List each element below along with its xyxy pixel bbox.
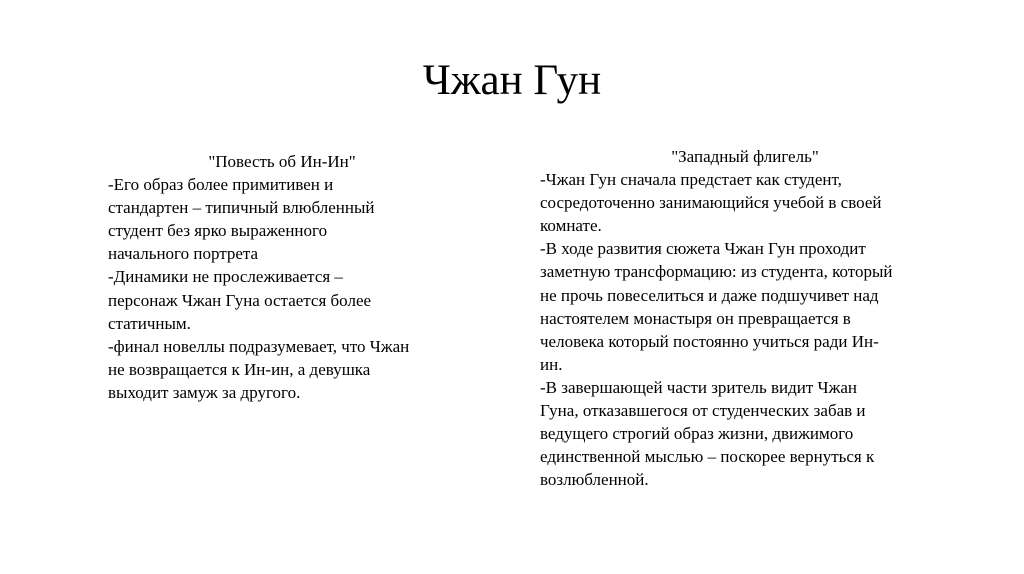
left-column-line: не возвращается к Ин-ин, а девушка	[108, 359, 371, 379]
right-column-line: не прочь повеселиться и даже подшучивет над	[540, 285, 879, 305]
left-column-line: стандартен – типичный влюбленный	[108, 198, 375, 218]
slide-title: Чжан Гун	[422, 57, 602, 104]
left-column-line: -Динамики не прослеживается –	[108, 267, 343, 287]
right-column-line: комнате.	[540, 216, 602, 236]
right-column-line: ведущего строгий образ жизни, движимого	[540, 424, 854, 444]
right-column-heading: "Западный флигель"	[671, 147, 819, 166]
left-column-line: -Его образ более примитивен и	[108, 175, 334, 195]
left-column-line: статичным.	[108, 313, 191, 333]
right-column-line: заметную трансформацию: из студента, который	[540, 262, 893, 282]
right-column-line: Гуна, отказавшегося от студенческих забав и	[540, 401, 866, 421]
right-column-line: сосредоточенно занимающийся учебой в своей	[540, 193, 882, 213]
right-column-line: -В завершающей части зритель видит Чжан	[540, 377, 857, 397]
left-column-line: выходит замуж за другого.	[108, 382, 301, 402]
right-column-line: -В ходе развития сюжета Чжан Гун проходит	[540, 239, 866, 259]
left-column-text	[108, 150, 456, 404]
right-column-line: настоятелем монастыря он превращается в	[540, 308, 851, 328]
right-column-line: единственной мыслью – поскорее вернуться к	[540, 447, 875, 467]
right-column-line: возлюбленной.	[540, 470, 649, 490]
left-column-line: начального портрета	[108, 244, 259, 264]
left-column-heading: "Повесть об Ин-Ин"	[208, 152, 356, 171]
right-column-line: человека который постоянно учиться ради Ин-	[540, 331, 879, 351]
left-column-line: студент без ярко выраженного	[108, 221, 328, 241]
left-column-line: -финал новеллы подразумевает, что Чжан	[108, 336, 410, 356]
right-column-line: ин.	[540, 354, 563, 374]
right-column-text	[540, 145, 950, 491]
left-column-line: персонаж Чжан Гуна остается более	[108, 290, 372, 310]
right-column-line: -Чжан Гун сначала предстает как студент,	[540, 170, 842, 190]
